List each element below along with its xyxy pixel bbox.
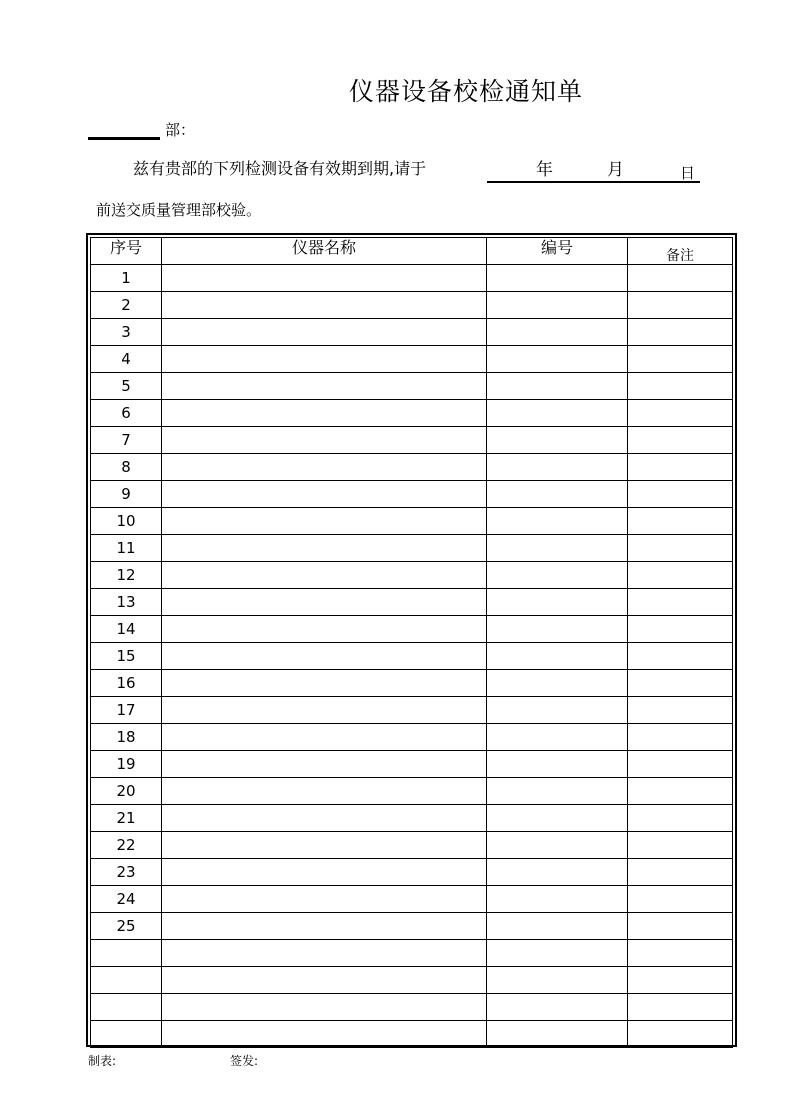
table-row (91, 292, 733, 319)
cell-number[interactable] (487, 562, 628, 589)
cell-number[interactable] (487, 643, 628, 670)
cell-instrument-name[interactable] (162, 751, 487, 778)
cell-index (91, 967, 162, 994)
cell-number[interactable] (487, 670, 628, 697)
cell-index: 7 (91, 427, 162, 454)
cell-remark[interactable] (628, 751, 733, 778)
cell-remark[interactable] (628, 481, 733, 508)
cell-number[interactable] (487, 508, 628, 535)
cell-instrument-name[interactable] (162, 616, 487, 643)
table-row (91, 265, 733, 292)
cell-number[interactable] (487, 265, 628, 292)
date-blank-line[interactable] (487, 181, 700, 183)
table-row (91, 670, 733, 697)
cell-remark[interactable] (628, 859, 733, 886)
table-row (91, 886, 733, 913)
cell-number[interactable] (487, 859, 628, 886)
cell-instrument-name[interactable] (162, 535, 487, 562)
cell-index: 6 (91, 400, 162, 427)
cell-number[interactable] (487, 805, 628, 832)
cell-number[interactable] (487, 832, 628, 859)
cell-index: 19 (91, 751, 162, 778)
cell-instrument-name[interactable] (162, 994, 487, 1021)
cell-remark[interactable] (628, 346, 733, 373)
cell-remark[interactable] (628, 265, 733, 292)
cell-remark[interactable] (628, 967, 733, 994)
date-day-label: 日 (680, 164, 696, 182)
table-row (91, 562, 733, 589)
cell-index (91, 994, 162, 1021)
cell-number[interactable] (487, 346, 628, 373)
cell-index: 18 (91, 724, 162, 751)
cell-instrument-name[interactable] (162, 940, 487, 967)
cell-remark[interactable] (628, 886, 733, 913)
footer-maker-label: 制表: (88, 1054, 117, 1068)
table-row (91, 778, 733, 805)
cell-instrument-name[interactable] (162, 373, 487, 400)
cell-index: 1 (91, 265, 162, 292)
cell-remark[interactable] (628, 292, 733, 319)
table-row (91, 967, 733, 994)
cell-number[interactable] (487, 427, 628, 454)
table-row (91, 940, 733, 967)
cell-remark[interactable] (628, 427, 733, 454)
cell-instrument-name[interactable] (162, 427, 487, 454)
cell-instrument-name[interactable] (162, 454, 487, 481)
table-row (91, 508, 733, 535)
table-row (91, 346, 733, 373)
cell-number[interactable] (487, 913, 628, 940)
cell-instrument-name[interactable] (162, 346, 487, 373)
cell-index: 17 (91, 697, 162, 724)
cell-number[interactable] (487, 967, 628, 994)
cell-index: 20 (91, 778, 162, 805)
cell-instrument-name[interactable] (162, 400, 487, 427)
table-header-row (91, 238, 733, 265)
cell-number[interactable] (487, 292, 628, 319)
cell-number[interactable] (487, 1021, 628, 1048)
cell-remark[interactable] (628, 535, 733, 562)
cell-number[interactable] (487, 724, 628, 751)
cell-remark[interactable] (628, 319, 733, 346)
department-blank-line[interactable] (88, 137, 160, 140)
table-row (91, 832, 733, 859)
cell-instrument-name[interactable] (162, 589, 487, 616)
cell-number[interactable] (487, 319, 628, 346)
cell-number[interactable] (487, 940, 628, 967)
cell-instrument-name[interactable] (162, 805, 487, 832)
cell-index: 21 (91, 805, 162, 832)
cell-instrument-name[interactable] (162, 697, 487, 724)
cell-number[interactable] (487, 481, 628, 508)
table-row (91, 481, 733, 508)
cell-remark[interactable] (628, 724, 733, 751)
cell-index (91, 1021, 162, 1048)
table-row (91, 535, 733, 562)
cell-number[interactable] (487, 994, 628, 1021)
table-row (91, 724, 733, 751)
cell-remark[interactable] (628, 589, 733, 616)
cell-remark[interactable] (628, 373, 733, 400)
cell-instrument-name[interactable] (162, 562, 487, 589)
cell-index: 23 (91, 859, 162, 886)
header-index: 序号 (91, 238, 162, 265)
cell-instrument-name[interactable] (162, 1021, 487, 1048)
cell-number[interactable] (487, 886, 628, 913)
cell-instrument-name[interactable] (162, 643, 487, 670)
cell-remark[interactable] (628, 400, 733, 427)
cell-index: 11 (91, 535, 162, 562)
table-row (91, 373, 733, 400)
cell-index: 8 (91, 454, 162, 481)
page-title: 仪器设备校检通知单 (348, 77, 583, 106)
cell-remark[interactable] (628, 940, 733, 967)
table-row (91, 319, 733, 346)
cell-instrument-name[interactable] (162, 967, 487, 994)
date-month-label: 月 (607, 160, 624, 180)
cell-remark[interactable] (628, 670, 733, 697)
table-row (91, 697, 733, 724)
cell-remark[interactable] (628, 643, 733, 670)
cell-instrument-name[interactable] (162, 265, 487, 292)
cell-instrument-name[interactable] (162, 778, 487, 805)
table-row (91, 1021, 733, 1048)
cell-remark[interactable] (628, 508, 733, 535)
cell-instrument-name[interactable] (162, 859, 487, 886)
cell-index: 24 (91, 886, 162, 913)
cell-index: 12 (91, 562, 162, 589)
cell-number[interactable] (487, 373, 628, 400)
cell-number[interactable] (487, 697, 628, 724)
table-row (91, 589, 733, 616)
cell-index: 5 (91, 373, 162, 400)
cell-index: 15 (91, 643, 162, 670)
cell-index: 3 (91, 319, 162, 346)
cell-instrument-name[interactable] (162, 724, 487, 751)
table-row (91, 751, 733, 778)
cell-remark[interactable] (628, 616, 733, 643)
cell-remark[interactable] (628, 1021, 733, 1048)
cell-index: 14 (91, 616, 162, 643)
cell-remark[interactable] (628, 697, 733, 724)
table-row (91, 427, 733, 454)
cell-number[interactable] (487, 751, 628, 778)
header-instrument-name: 仪器名称 (162, 238, 487, 265)
cell-remark[interactable] (628, 805, 733, 832)
cell-index: 22 (91, 832, 162, 859)
cell-instrument-name[interactable] (162, 508, 487, 535)
notice-text-line2: 前送交质量管理部校验。 (96, 201, 262, 219)
header-number: 编号 (487, 238, 628, 265)
header-remark: 备注 (628, 238, 733, 265)
equipment-table (86, 233, 737, 1047)
cell-instrument-name[interactable] (162, 292, 487, 319)
table-row (91, 616, 733, 643)
footer-approver-label: 签发: (230, 1054, 259, 1068)
cell-index: 9 (91, 481, 162, 508)
cell-index: 25 (91, 913, 162, 940)
table-body (91, 265, 733, 1048)
cell-number[interactable] (487, 454, 628, 481)
table-row (91, 913, 733, 940)
cell-index: 10 (91, 508, 162, 535)
cell-remark[interactable] (628, 778, 733, 805)
cell-index (91, 940, 162, 967)
cell-instrument-name[interactable] (162, 319, 487, 346)
cell-remark[interactable] (628, 454, 733, 481)
cell-number[interactable] (487, 400, 628, 427)
department-label: 部： (165, 121, 196, 139)
cell-index: 13 (91, 589, 162, 616)
table-row (91, 805, 733, 832)
cell-instrument-name[interactable] (162, 913, 487, 940)
cell-number[interactable] (487, 589, 628, 616)
cell-number[interactable] (487, 778, 628, 805)
cell-instrument-name[interactable] (162, 832, 487, 859)
cell-remark[interactable] (628, 562, 733, 589)
table-row (91, 643, 733, 670)
cell-index: 16 (91, 670, 162, 697)
cell-remark[interactable] (628, 994, 733, 1021)
cell-number[interactable] (487, 535, 628, 562)
cell-instrument-name[interactable] (162, 886, 487, 913)
cell-index: 2 (91, 292, 162, 319)
notice-text-line1: 兹有贵部的下列检测设备有效期到期,请于 (133, 159, 427, 178)
cell-index: 4 (91, 346, 162, 373)
table-row (91, 400, 733, 427)
table-row (91, 994, 733, 1021)
table-row (91, 454, 733, 481)
cell-remark[interactable] (628, 913, 733, 940)
cell-remark[interactable] (628, 832, 733, 859)
cell-instrument-name[interactable] (162, 670, 487, 697)
cell-number[interactable] (487, 616, 628, 643)
date-year-label: 年 (536, 160, 553, 180)
table-row (91, 859, 733, 886)
cell-instrument-name[interactable] (162, 481, 487, 508)
